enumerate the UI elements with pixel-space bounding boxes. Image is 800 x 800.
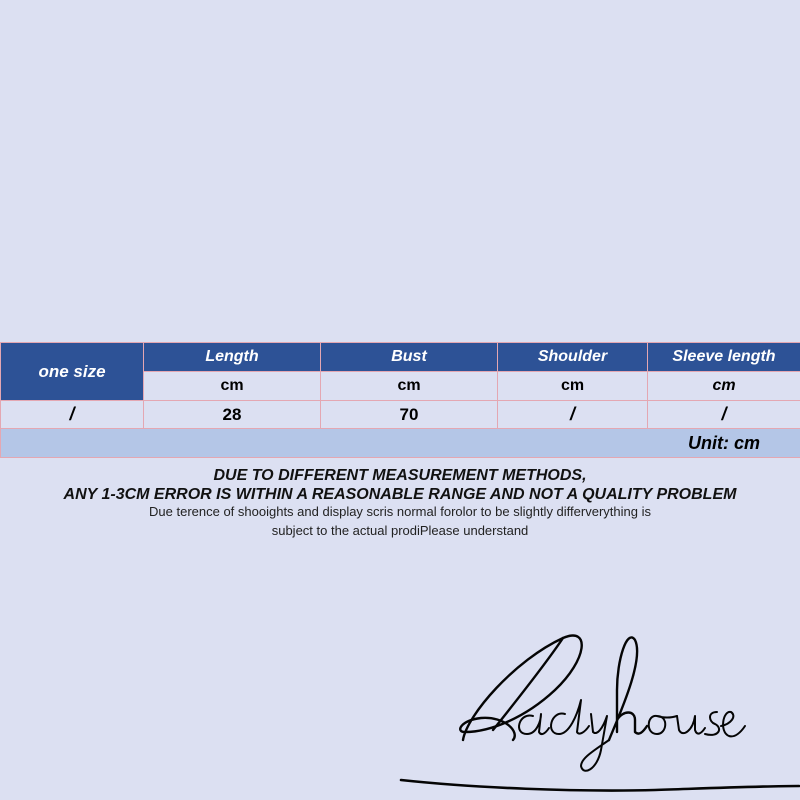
color-disclaimer: [100, 502, 700, 540]
warning-line-1: DUE TO DIFFERENT MEASUREMENT METHODS,: [213, 467, 587, 484]
measurement-warning: [0, 466, 800, 504]
size-chart-table: [0, 342, 800, 458]
value-row: [1, 401, 800, 429]
unit-cell-bust: cm: [321, 372, 498, 401]
warning-line-2: ANY 1-3CM ERROR IS WITHIN A REASONABLE RANGE AND NOT A QUALITY PROBLEM: [63, 486, 737, 503]
unit-cell-sleeve-length: cm: [648, 372, 800, 401]
unit-note-row: [1, 429, 800, 458]
value-cell-sleeve-length: /: [648, 401, 800, 429]
corner-cell-one-size: one size: [1, 343, 144, 401]
row-label-cell: /: [1, 401, 144, 429]
ladyhouse-signature-logo: [395, 620, 800, 800]
column-header-bust: Bust: [321, 343, 498, 372]
unit-cell-shoulder: cm: [498, 372, 648, 401]
value-cell-bust: 70: [321, 401, 498, 429]
column-header-sleeve-length: Sleeve length: [648, 343, 800, 372]
column-header-length: Length: [144, 343, 321, 372]
size-header-row: [1, 343, 800, 372]
value-cell-length: 28: [144, 401, 321, 429]
unit-cell-length: cm: [144, 372, 321, 401]
unit-note: Unit: cm: [1, 429, 800, 458]
value-cell-shoulder: /: [498, 401, 648, 429]
column-header-shoulder: Shoulder: [498, 343, 648, 372]
disclaimer-line-1: Due terence of shooights and display scris normal forolor to be slightly differverything is: [149, 504, 651, 519]
disclaimer-line-2: subject to the actual prodiPlease understand: [271, 523, 529, 538]
